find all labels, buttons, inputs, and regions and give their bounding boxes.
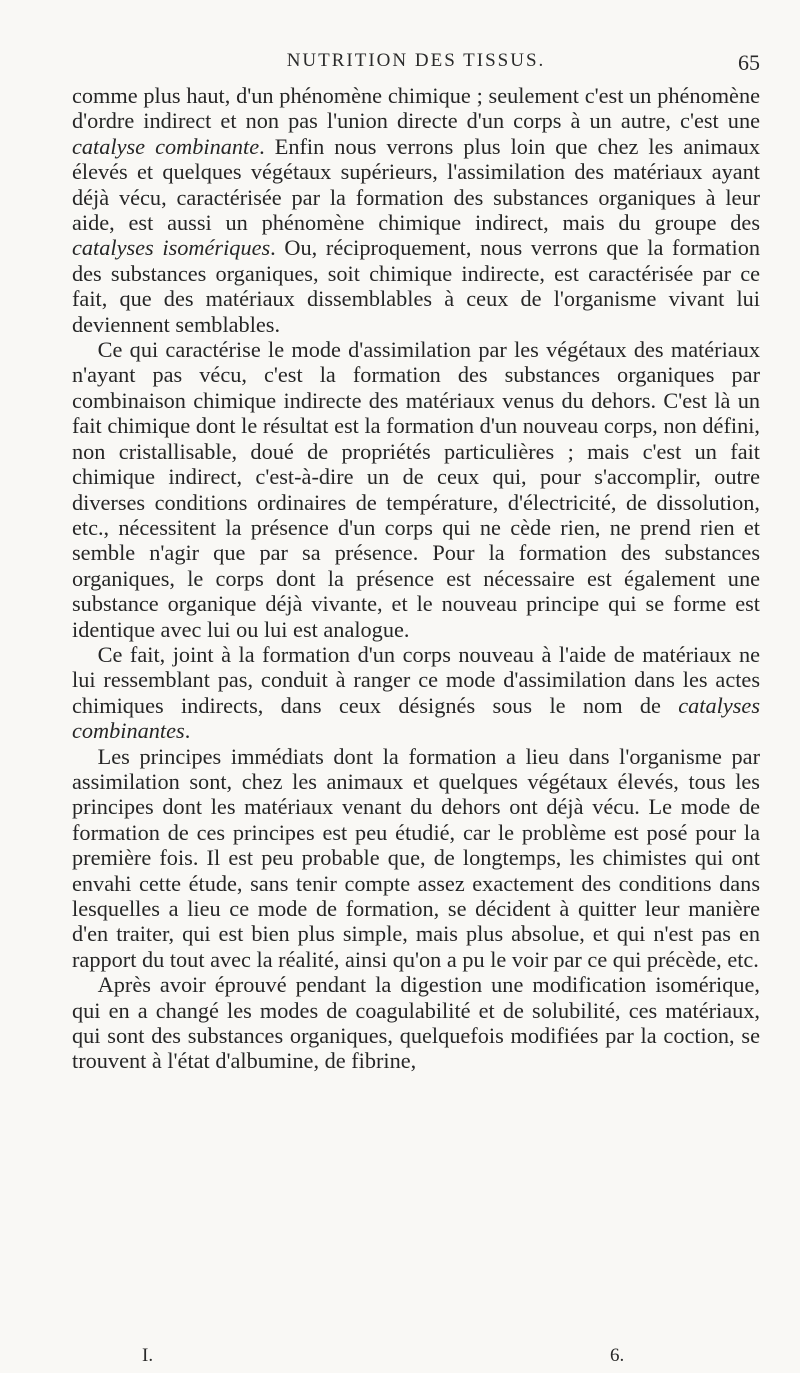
- text-run: comme plus haut, d'un phénomène chimique ; seulement c'est un phénomène d'ordre indirect et non pas l'union directe d'un corps à un autre, c'est une: [72, 83, 760, 134]
- page-footer: [72, 1345, 760, 1371]
- italic-term: catalyses isomériques: [72, 235, 271, 261]
- text-run: . Ou, réciproquement, nous verrons que la formation des substances organiques, soit chimique indirecte, est caractérisée par ce fait, que des matériaux dissemblables à ceux de l'organisme vivant lui deviennent semblables.: [72, 235, 760, 337]
- text-run: Après avoir éprouvé pendant la digestion une modification isomérique, qui en a changé les modes de coagulabilité et de solubilité, ces matériaux, qui sont des substances organiques, quelquefois modifiées par la coction, se trouvent à l'état d'albumine, de fibrine,: [72, 972, 760, 1074]
- text-run: Ce qui caractérise le mode d'assimilation par les végétaux des matériaux n'ayant pas vécu, c'est la formation des substances organiques par combinaison chimique indirecte des matériaux venus du dehors. C'est là un fait chimique dont le résultat est la formation d'un nouveau corps, non défini, non cristallisable, doué de propriétés particulières ; mais c'est un fait chimique indirect, c'est-à-dire un de ceux qui, pour s'accomplir, outre diverses conditions ordinaires de température, d'électricité, de dissolution, etc., nécessitent la présence d'un corps qui ne cède rien, ne prend rien et semble n'agir que par sa présence. Pour la formation des substances organiques, le corps dont la présence est nécessaire est également une substance organique déjà vivante, et le nouveau principe qui se forme est identique avec lui ou lui est analogue.: [72, 337, 760, 642]
- running-title: NUTRITION DES TISSUS.: [286, 50, 546, 71]
- italic-term: catalyses combinantes: [72, 692, 760, 744]
- italic-term: catalyse combinante: [72, 133, 260, 159]
- paragraph-2: [72, 337, 760, 642]
- signature-mark-right: 6.: [610, 1345, 625, 1366]
- paragraph-4: [72, 744, 760, 973]
- signature-mark-left: I.: [142, 1345, 154, 1366]
- paragraph-5: [72, 972, 760, 1074]
- running-head: [72, 50, 760, 80]
- paragraph-3: [72, 642, 760, 744]
- page-number: 65: [738, 50, 760, 75]
- text-run: Ce fait, joint à la formation d'un corps nouveau à l'aide de matériaux ne lui ressemblant pas, conduit à ranger ce mode d'assimilation dans les actes chimiques indirects, dans ceux désignés sous le nom de: [72, 641, 760, 718]
- text-run: .: [184, 718, 191, 744]
- text-run: Les principes immédiats dont la formation a lieu dans l'organisme par assimilation sont, chez les animaux et quelques végétaux élevés, tous les principes dont les matériaux venant du dehors ont déjà vécu. Le mode de formation de ces principes est peu étudié, car le problème est posé pour la première fois. Il est peu probable que, de longtemps, les chimistes qui ont envahi cette étude, sans tenir compte assez exactement des conditions dans lesquelles a lieu ce mode de formation, se décident à quitter leur manière d'en traiter, qui est bien plus simple, mais plus absolue, et qui n'est pas en rapport du tout avec la réalité, ainsi qu'on a pu le voir par ce qui précède, etc.: [72, 743, 760, 972]
- text-run: . Enfin nous verrons plus loin que chez les animaux élevés et quelques végétaux supérieurs, l'assimilation des matériaux ayant déjà vécu, caractérisée par la formation des substances organiques à leur aide, est aussi un phénomène chimique indirect, mais du groupe des: [72, 133, 761, 236]
- paragraph-1: [72, 83, 760, 337]
- text-body: [72, 83, 760, 1074]
